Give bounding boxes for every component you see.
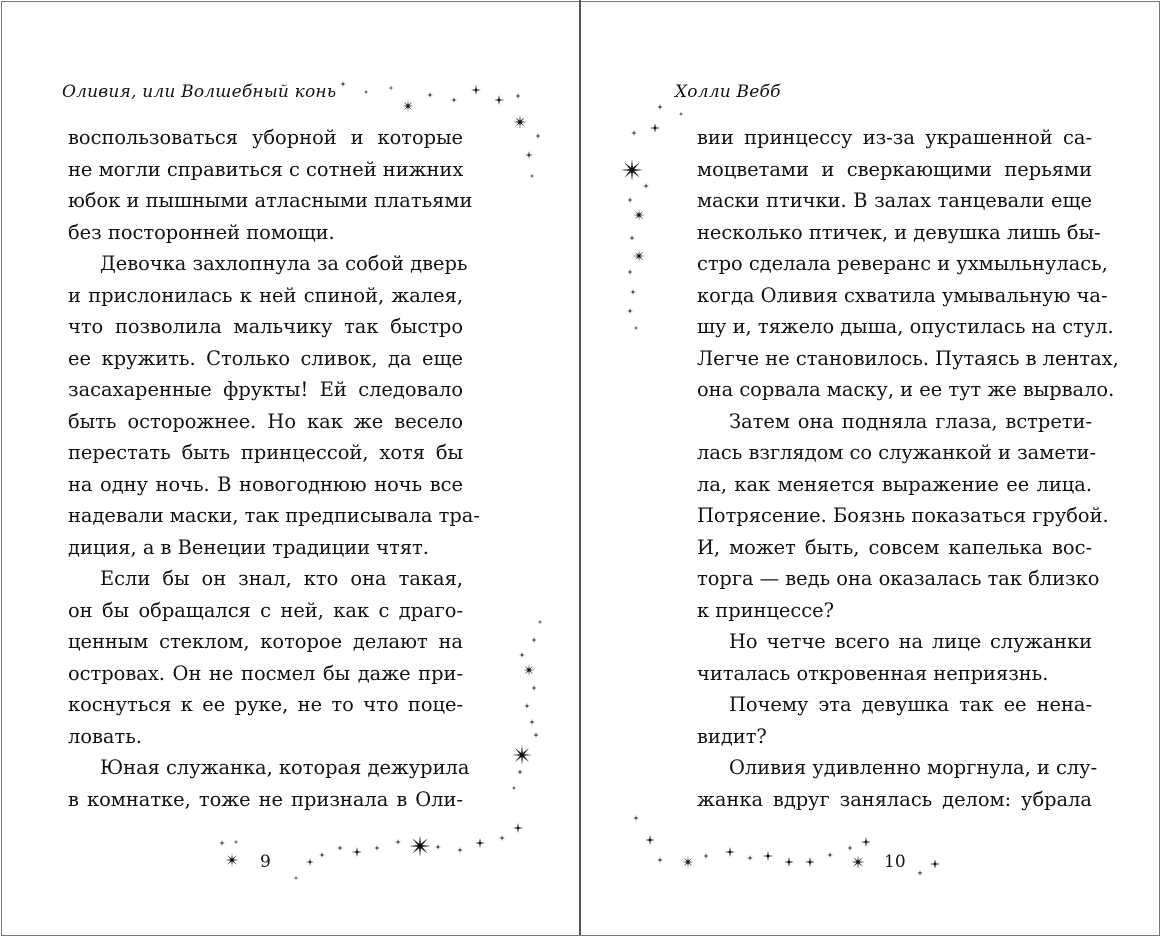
- text-line: несколько птичек, и девушка лишь бы-: [697, 220, 1101, 244]
- text-line: Юная служанка, которая дежурила: [100, 756, 470, 779]
- text-line: юбок и пышными атласными платьями: [68, 189, 473, 212]
- text-line: Но четче всего на лице служанки: [729, 630, 1092, 653]
- text-line: маски птички. В залах танцевали еще: [697, 189, 1092, 212]
- right-running-head: Холли Вебб: [675, 82, 781, 102]
- gutter-line: [579, 0, 581, 935]
- text-line: к принцессе?: [697, 598, 835, 622]
- text-line: что позволила мальчику так быстро: [68, 315, 463, 338]
- text-line: И, может быть, совсем капелька вос-: [697, 535, 1092, 559]
- text-line: жанка вдруг занялась делом: убрала: [697, 787, 1092, 811]
- right-page-text: [697, 122, 1119, 815]
- text-line: коснуться к ее руке, не то что поце-: [68, 693, 463, 716]
- text-line: когда Оливия схватила умывальную ча-: [697, 283, 1108, 307]
- text-line: лась взглядом со служанкой и замети-: [697, 441, 1096, 464]
- text-line: ловать.: [68, 724, 142, 748]
- text-line: Легче не становилось. Путаясь в лентах,: [697, 346, 1119, 370]
- text-line: он бы обращался с ней, как с драго-: [68, 598, 463, 622]
- text-line: Если бы он знал, кто она такая,: [100, 567, 463, 590]
- left-page-text: [68, 122, 480, 815]
- text-line: ла, как меняется выражение ее лица.: [697, 472, 1092, 496]
- text-line: Затем она подняла глаза, встрети-: [729, 409, 1092, 433]
- text-line: Потрясение. Боязнь показаться грубой.: [697, 504, 1109, 527]
- text-line: воспользоваться уборной и которые: [68, 126, 463, 149]
- text-line: ее кружить. Столько сливок, да еще: [68, 346, 463, 370]
- text-line: вии принцессу из-за украшенной са-: [697, 126, 1092, 149]
- text-line: видит?: [697, 724, 767, 748]
- text-line: Оливия удивленно моргнула, и слу-: [729, 756, 1098, 779]
- text-line: в комнатке, тоже не признала в Оли-: [68, 787, 463, 811]
- text-line: стро сделала реверанс и ухмыльнулась,: [697, 252, 1108, 275]
- text-line: торга — ведь она оказалась так близко: [697, 567, 1100, 590]
- text-line: надевали маски, так предписывала тра-: [68, 504, 480, 527]
- text-line: островах. Он не посмел бы даже при-: [68, 661, 463, 685]
- text-line: и прислонилась к ней спиной, жалея,: [68, 283, 463, 307]
- text-line: диция, а в Венеции традиции чтят.: [68, 535, 429, 559]
- text-line: Почему эта девушка так ее нена-: [729, 693, 1092, 716]
- text-line: она сорвала маску, и ее тут же вырвало.: [697, 378, 1115, 401]
- left-page-number: 9: [260, 852, 271, 872]
- text-line: без посторонней помощи.: [68, 220, 335, 244]
- text-line: быть осторожнее. Но как же весело: [68, 409, 463, 433]
- text-line: читалась откровенная неприязнь.: [697, 661, 1049, 685]
- text-line: ценным стеклом, которое делают на: [68, 630, 463, 653]
- text-line: перестать быть принцессой, хотя бы: [68, 441, 463, 464]
- text-line: моцветами и сверкающими перьями: [697, 157, 1092, 181]
- text-line: Девочка захлопнула за собой дверь: [100, 252, 468, 275]
- text-line: засахаренные фрукты! Ей следовало: [68, 378, 463, 401]
- text-line: шу и, тяжело дыша, опустилась на стул.: [697, 315, 1114, 338]
- text-line: на одну ночь. В новогоднюю ночь все: [68, 472, 463, 496]
- right-page-number: 10: [884, 852, 906, 872]
- left-running-head: Оливия, или Волшебный конь: [62, 82, 337, 102]
- text-line: не могли справиться с сотней нижних: [68, 157, 464, 181]
